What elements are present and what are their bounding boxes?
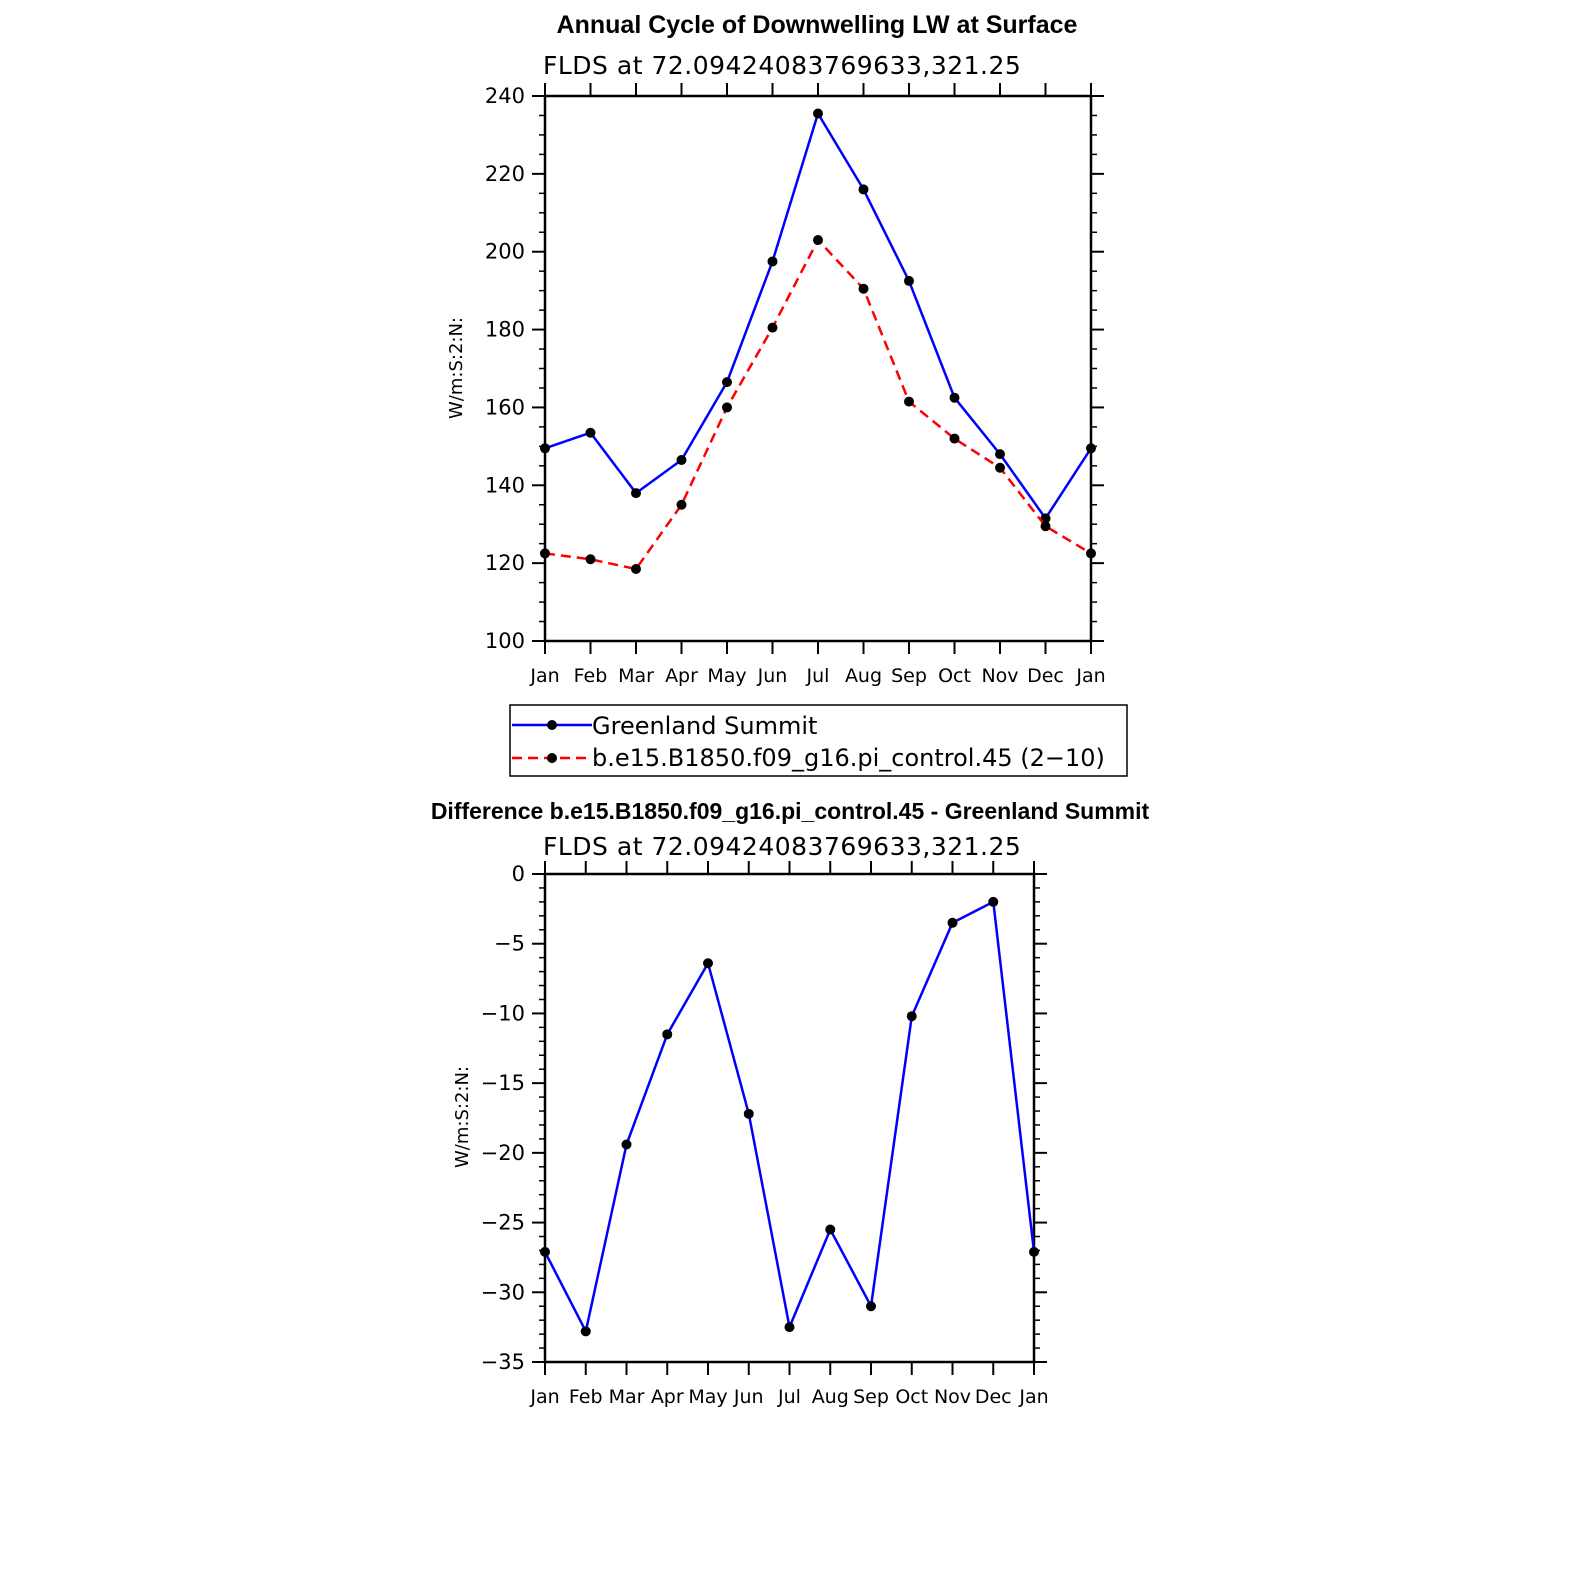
legend-marker-pi-control <box>547 753 557 763</box>
legend-label-pi-control: b.e15.B1850.f09_g16.pi_control.45 (2−10) <box>592 744 1105 772</box>
plot-frame <box>545 96 1091 641</box>
y-tick-label: 160 <box>484 395 525 420</box>
data-point-0 <box>904 276 914 286</box>
chart-2-title: Difference b.e15.B1850.f09_g16.pi_control.45 - Greenland Summit <box>430 798 1150 824</box>
series-line-0 <box>545 902 1034 1331</box>
x-tick-label: May <box>688 1386 728 1408</box>
data-point-1 <box>859 284 869 294</box>
data-point-0 <box>744 1109 754 1119</box>
chart-1-legend <box>510 705 1127 776</box>
y-tick-label: 220 <box>484 161 525 186</box>
data-point-0 <box>988 897 998 907</box>
data-point-1 <box>813 235 823 245</box>
chart-1-subtitle: FLDS at 72.09424083769633,321.25 <box>543 51 1022 80</box>
x-tick-label: Oct <box>895 1386 929 1408</box>
chart-1-title: Annual Cycle of Downwelling LW at Surface <box>556 11 1078 39</box>
series-line-0 <box>545 114 1091 519</box>
chart-1-plot <box>485 83 1106 687</box>
x-tick-label: Jul <box>778 1386 801 1408</box>
x-tick-label: Nov <box>933 1386 972 1408</box>
y-tick-label: 180 <box>484 317 525 342</box>
y-tick-label: 200 <box>484 239 525 264</box>
data-point-1 <box>768 323 778 333</box>
data-point-0 <box>662 1029 672 1039</box>
x-tick-label: Nov <box>981 665 1019 687</box>
data-point-0 <box>722 377 732 387</box>
data-point-1 <box>631 564 641 574</box>
data-point-0 <box>581 1326 591 1336</box>
x-tick-label: Jan <box>1019 1386 1049 1408</box>
x-tick-label: Jun <box>733 1386 764 1408</box>
y-tick-label: −35 <box>480 1350 525 1374</box>
data-point-1 <box>1041 521 1051 531</box>
y-tick-label: 240 <box>484 84 525 108</box>
x-tick-label: Feb <box>568 1386 603 1408</box>
data-point-1 <box>995 463 1005 473</box>
y-tick-label: 120 <box>484 551 525 576</box>
x-tick-label: Apr <box>650 1386 684 1408</box>
data-point-0 <box>995 449 1005 459</box>
x-tick-label: Dec <box>1027 665 1064 687</box>
x-tick-label: Jan <box>1076 665 1106 687</box>
y-tick-label: −30 <box>480 1280 525 1305</box>
data-point-0 <box>825 1225 835 1235</box>
y-tick-label: −25 <box>480 1210 525 1235</box>
x-tick-label: Apr <box>665 665 698 687</box>
x-tick-label: Jul <box>806 665 830 687</box>
data-point-1 <box>586 554 596 564</box>
x-tick-label: Oct <box>938 665 971 687</box>
data-point-0 <box>907 1011 917 1021</box>
data-point-0 <box>622 1139 632 1149</box>
data-point-1 <box>677 500 687 510</box>
y-tick-label: 100 <box>484 629 525 653</box>
series-line-1 <box>545 240 1091 569</box>
x-tick-label: Aug <box>844 665 883 687</box>
data-point-0 <box>1086 443 1096 453</box>
data-point-0 <box>703 958 713 968</box>
x-tick-label: Mar <box>608 1386 645 1408</box>
y-tick-label: −15 <box>480 1071 525 1096</box>
chart-2-ylabel: W/m:S:2:N: <box>452 1066 473 1168</box>
data-point-1 <box>950 434 960 444</box>
y-tick-label: −10 <box>480 1001 525 1026</box>
legend-marker-greenland-summit <box>547 720 557 730</box>
chart-2-plot <box>481 861 1049 1408</box>
x-tick-label: Dec <box>974 1386 1012 1408</box>
data-point-1 <box>904 397 914 407</box>
x-tick-label: Jun <box>757 665 788 687</box>
data-point-0 <box>785 1322 795 1332</box>
data-point-0 <box>813 109 823 119</box>
annual-cycle-panel <box>446 11 1127 776</box>
data-point-0 <box>768 256 778 266</box>
chart-1-ylabel: W/m:S:2:N: <box>446 317 467 419</box>
chart-2-subtitle: FLDS at 72.09424083769633,321.25 <box>543 832 1022 861</box>
x-tick-label: Sep <box>891 665 927 687</box>
y-tick-label: 140 <box>484 473 525 498</box>
data-point-1 <box>540 548 550 558</box>
x-tick-label: Jan <box>530 1386 560 1408</box>
y-tick-label: 0 <box>511 862 525 886</box>
x-tick-label: Sep <box>853 1386 889 1408</box>
x-tick-label: Aug <box>811 1386 849 1408</box>
data-point-0 <box>948 918 958 928</box>
data-point-0 <box>540 443 550 453</box>
x-tick-label: May <box>707 665 747 687</box>
difference-panel <box>431 798 1150 1408</box>
x-tick-label: Mar <box>618 665 654 687</box>
data-point-0 <box>540 1247 550 1257</box>
data-point-0 <box>677 455 687 465</box>
x-tick-label: Jan <box>530 665 560 687</box>
data-point-0 <box>1029 1247 1039 1257</box>
x-tick-label: Feb <box>573 665 608 687</box>
data-point-0 <box>950 393 960 403</box>
data-point-1 <box>722 402 732 412</box>
data-point-0 <box>859 184 869 194</box>
data-point-1 <box>1086 548 1096 558</box>
y-tick-label: −5 <box>494 931 525 956</box>
y-tick-label: −20 <box>480 1140 525 1165</box>
plot-frame <box>545 874 1034 1362</box>
legend-label-greenland-summit: Greenland Summit <box>592 712 818 740</box>
data-point-0 <box>631 488 641 498</box>
data-point-0 <box>866 1301 876 1311</box>
data-point-0 <box>586 428 596 438</box>
